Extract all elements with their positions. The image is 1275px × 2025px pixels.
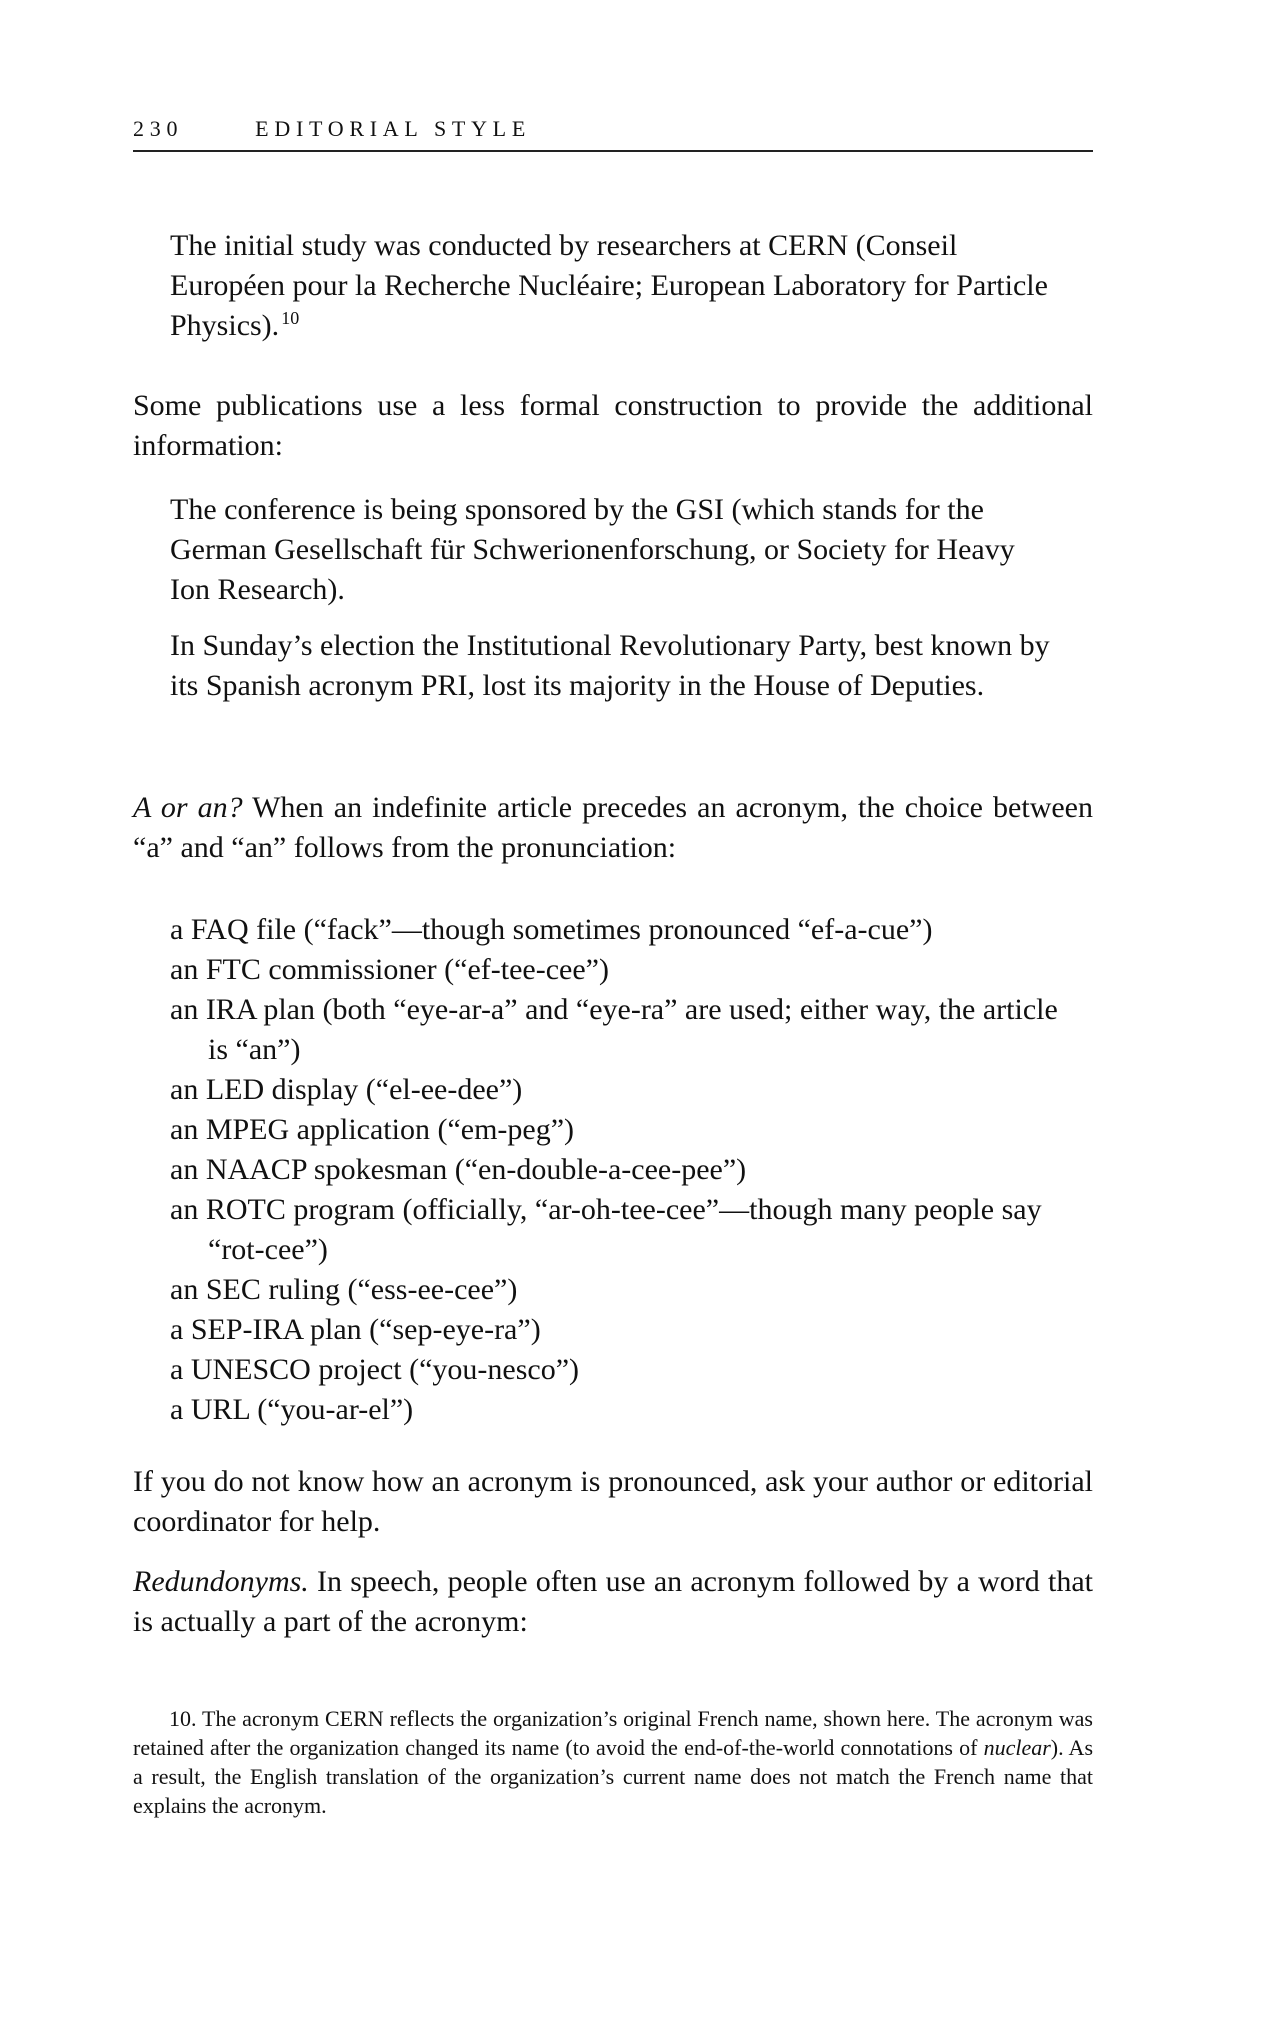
paragraph-redundonyms-lead: Redundonyms.	[133, 1565, 309, 1598]
list-item: an SEC ruling (“ess-ee-cee”)	[170, 1273, 518, 1306]
list-item: a SEP-IRA plan (“sep-eye-ra”)	[170, 1313, 541, 1346]
footnote-text-after: ). As a result, the English translation of the organization’s current name does not match the French name that explains the acronym.	[133, 1735, 1094, 1818]
acronym-examples-list	[170, 910, 1070, 1430]
paragraph-less-formal: Some publications use a less formal construction to provide the additional information:	[133, 389, 1093, 462]
block-quote-pri: In Sunday’s election the Institutional Revolutionary Party, best known by its Spanish acronym PRI, lost its majority in the House of Deputies.	[170, 629, 1050, 702]
list-item: an FTC commissioner (“ef-tee-cee”)	[170, 953, 609, 986]
footnote-reference: 10	[281, 308, 300, 328]
list-item: an LED display (“el-ee-dee”)	[170, 1073, 523, 1106]
list-item: a URL (“you-ar-el”)	[170, 1393, 414, 1426]
footnote-italic-word: nuclear	[983, 1735, 1051, 1760]
footnote	[133, 1704, 1093, 1820]
paragraph-pronunciation-help: If you do not know how an acronym is pronounced, ask your author or editorial coordinator for help.	[133, 1465, 1093, 1538]
paragraph-redundonyms	[133, 1562, 1093, 1642]
page-number: 230	[133, 116, 184, 141]
list-item: a UNESCO project (“you-nesco”)	[170, 1353, 580, 1386]
running-header	[133, 110, 1093, 152]
footnote-number: 10.	[169, 1706, 197, 1731]
block-quote-cern-text: The initial study was conducted by researchers at CERN (Conseil Européen pour la Recherche Nucléaire; European Laboratory for Particle Physics).	[170, 229, 1048, 342]
paragraph-a-or-an-lead: A or an?	[133, 791, 243, 824]
list-item: an NAACP spokesman (“en-double-a-cee-pee”)	[170, 1153, 747, 1186]
block-quote-gsi: The conference is being sponsored by the GSI (which stands for the German Gesellschaft für Schwerionenforschung, or Society for Heavy Ion Research).	[170, 493, 1015, 606]
block-quote-cern	[170, 226, 1060, 346]
list-item: a FAQ file (“fack”—though sometimes pronounced “ef-a-cue”)	[170, 913, 933, 946]
paragraph-a-or-an	[133, 788, 1093, 868]
list-item: an MPEG application (“em-peg”)	[170, 1113, 575, 1146]
paragraph-redundonyms-text: In speech, people often use an acronym followed by a word that is actually a part of the acronym:	[133, 1565, 1093, 1638]
list-item: an ROTC program (officially, “ar-oh-tee-cee”—though many people say “rot-cee”)	[170, 1193, 1042, 1266]
running-title: EDITORIAL STYLE	[255, 116, 532, 141]
paragraph-a-or-an-text: When an indefinite article precedes an acronym, the choice between “a” and “an” follows from the pronunciation:	[133, 791, 1093, 864]
list-item: an IRA plan (both “eye-ar-a” and “eye-ra” are used; either way, the article is “an”)	[170, 993, 1058, 1066]
footnote-text-before: The acronym CERN reflects the organization’s original French name, shown here. The acronym was retained after the organization changed its name (to avoid the end-of-the-world connotations of	[133, 1706, 1093, 1760]
